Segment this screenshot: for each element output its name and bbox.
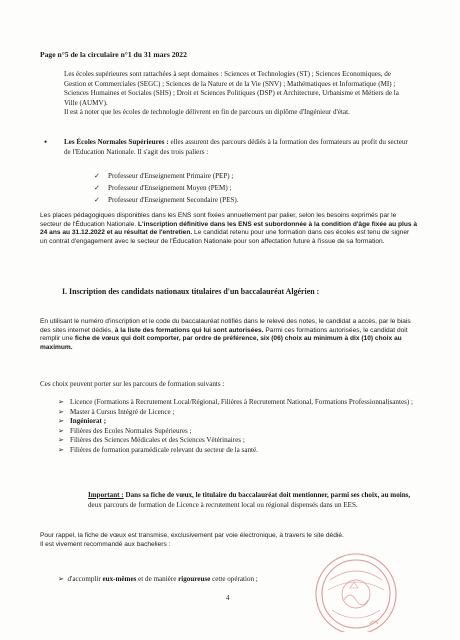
- bullet-icon: •: [44, 137, 48, 147]
- important-bold-text: Dans sa fiche de vœux, le titulaire du baccalauréat doit mentionner, parmi ses choix, au moins,: [125, 491, 411, 499]
- choices-intro: Ces choix peuvent porter sur les parcours de formation suivants :: [40, 380, 225, 388]
- choice-label: Master à Cursus Intégré de Licence ;: [70, 407, 175, 416]
- list-item: [58, 427, 416, 437]
- page-header: Page n°5 de la circulaire n°1 du 31 mars 2022: [40, 50, 187, 59]
- level-label: Professeur d'Enseignement Primaire (PEP) ;: [108, 172, 234, 180]
- intro-paragraph: [64, 70, 414, 118]
- arrow-bullet-icon: ➢: [58, 426, 64, 435]
- official-stamp-icon: [300, 540, 408, 632]
- choice-label: Filières des Ecoles Normales Supérieures ;: [70, 426, 192, 435]
- final-bold-text: eux-mêmes: [102, 575, 137, 583]
- registration-paragraph: [40, 318, 418, 352]
- list-item: [58, 417, 416, 427]
- ens-description: elles assurent des parcours dédiés à la formation des formateurs au profit du secteur de l'Education Nationale. Il s'agit des trois paliers :: [64, 138, 408, 156]
- list-item: [58, 398, 416, 408]
- list-item: [94, 171, 239, 183]
- list-item: [58, 408, 416, 418]
- ens-section: [44, 138, 414, 157]
- choice-label: Filières de formation paramédicale relevant du secteur de la santé.: [70, 445, 258, 454]
- ens-places-paragraph: [40, 212, 418, 246]
- final-bold-text-2: rigoureuse: [178, 575, 211, 583]
- checkmark-icon: ✓: [94, 172, 100, 180]
- final-text: d'accomplir: [67, 575, 103, 583]
- checkmark-icon: ✓: [94, 195, 100, 204]
- recall-line: Il est vivement recommandé aux bacheliers :: [40, 540, 171, 548]
- ens-places-condition: L'inscription définitive dans les ENS est subordonnée à la condition d'âge fixée au plus à 24 ans au 31.12.2022 et au résultat de l'entretien.: [40, 220, 418, 237]
- arrow-bullet-icon: ➢: [58, 436, 64, 445]
- intro-note-text: Il est à noter que les écoles de technologie délivrent en fin de parcours un diplôme d'Ingénieur d'état.: [64, 108, 350, 117]
- choices-list: [58, 398, 416, 456]
- arrow-bullet-icon: ➢: [58, 445, 64, 454]
- registration-text-2: Parmi ces formations autorisées, le candidat doit remplir une: [40, 326, 408, 343]
- registration-authorized-list: à la liste des formations qui lui sont autorisées.: [114, 326, 264, 334]
- final-text-2: et de manière: [136, 575, 179, 583]
- arrow-bullet-icon: ➢: [58, 398, 64, 406]
- section-title: I. Inscription des candidats nationaux titulaires d'un baccalauréat Algérien :: [62, 287, 320, 296]
- registration-text: En utilisant le numéro d'inscription et le code du baccalauréat notifiés dans le relevé des notes, le candidat a accès, par le biais des sites internet dédiés,: [40, 318, 411, 334]
- level-label: Professeur d'Enseignement Moyen (PEM) ;: [108, 183, 232, 192]
- list-item: [58, 436, 416, 446]
- intro-domains-text: Les écoles supérieures sont rattachées à sept domaines : Sciences et Technologies (ST) ; Sciences Economiques, de Gestion et Commerciales (SEGC) ; Sciences de la Nature et de la Vie (SNV) ; Mathématiques et Informatique (MI) ; Sciences Humaines et Sociales (SHS) ; Droit et Sciences Politiques (DSP) et Architecture, Urbanisme et Métiers de la Ville (AUMV).: [64, 70, 399, 107]
- ens-title: Les Écoles Normales Supérieures :: [64, 138, 169, 146]
- ens-places-contract-text: Le candidat retenu pour une formation dans ces écoles est tenu de signer un contrat d'engagement avec le secteur de l'Éducation Nationale pour son affectation future à l'issue de sa formation.: [40, 229, 410, 245]
- teaching-levels-list: [94, 171, 239, 206]
- choice-label: Licence (Formations à Recrutement Local/Régional, Filières à Recrutement National, Formations Professionnalisantes) ;: [70, 398, 413, 406]
- registration-choices-rule: fiche de vœux qui doit comporter, par ordre de préférence, six (06) choix au minimum à dix (10) choix au maximum.: [40, 335, 402, 351]
- list-item: [94, 195, 239, 207]
- final-text-3: cette opération ;: [210, 575, 258, 583]
- ens-places-text: Les places pédagogiques disponibles dans les ENS sont fixées annuellement par palier, selon les besoins exprimés par le secteur de l'Éducation Nationale.: [40, 212, 397, 228]
- recall-line: Pour rappel, la fiche de vœux est transmise, exclusivement par voie électronique, à travers le site dédié.: [40, 532, 344, 539]
- arrow-bullet-icon: ➢: [58, 407, 64, 416]
- list-item: [94, 183, 239, 195]
- final-bullet: [58, 574, 258, 583]
- page-number: 4: [226, 594, 230, 602]
- important-label: Important :: [88, 491, 124, 499]
- choice-label: Ingéniorat ;: [70, 417, 107, 426]
- arrow-bullet-icon: ➢: [58, 575, 64, 583]
- choice-label: Filières des Sciences Médicales et des Sciences Vétérinaires ;: [70, 436, 245, 445]
- ens-bullet-row: [44, 138, 414, 157]
- list-item: [58, 446, 416, 456]
- arrow-bullet-icon: ➢: [58, 417, 64, 426]
- checkmark-icon: ✓: [94, 183, 100, 192]
- important-text: deux parcours de formation de Licence à recrutement local ou régional dispensés dans un EES.: [88, 500, 358, 509]
- level-label: Professeur d'Enseignement Secondaire (PES).: [108, 195, 239, 204]
- ens-bullet-body: [64, 138, 414, 157]
- important-note: [88, 491, 418, 510]
